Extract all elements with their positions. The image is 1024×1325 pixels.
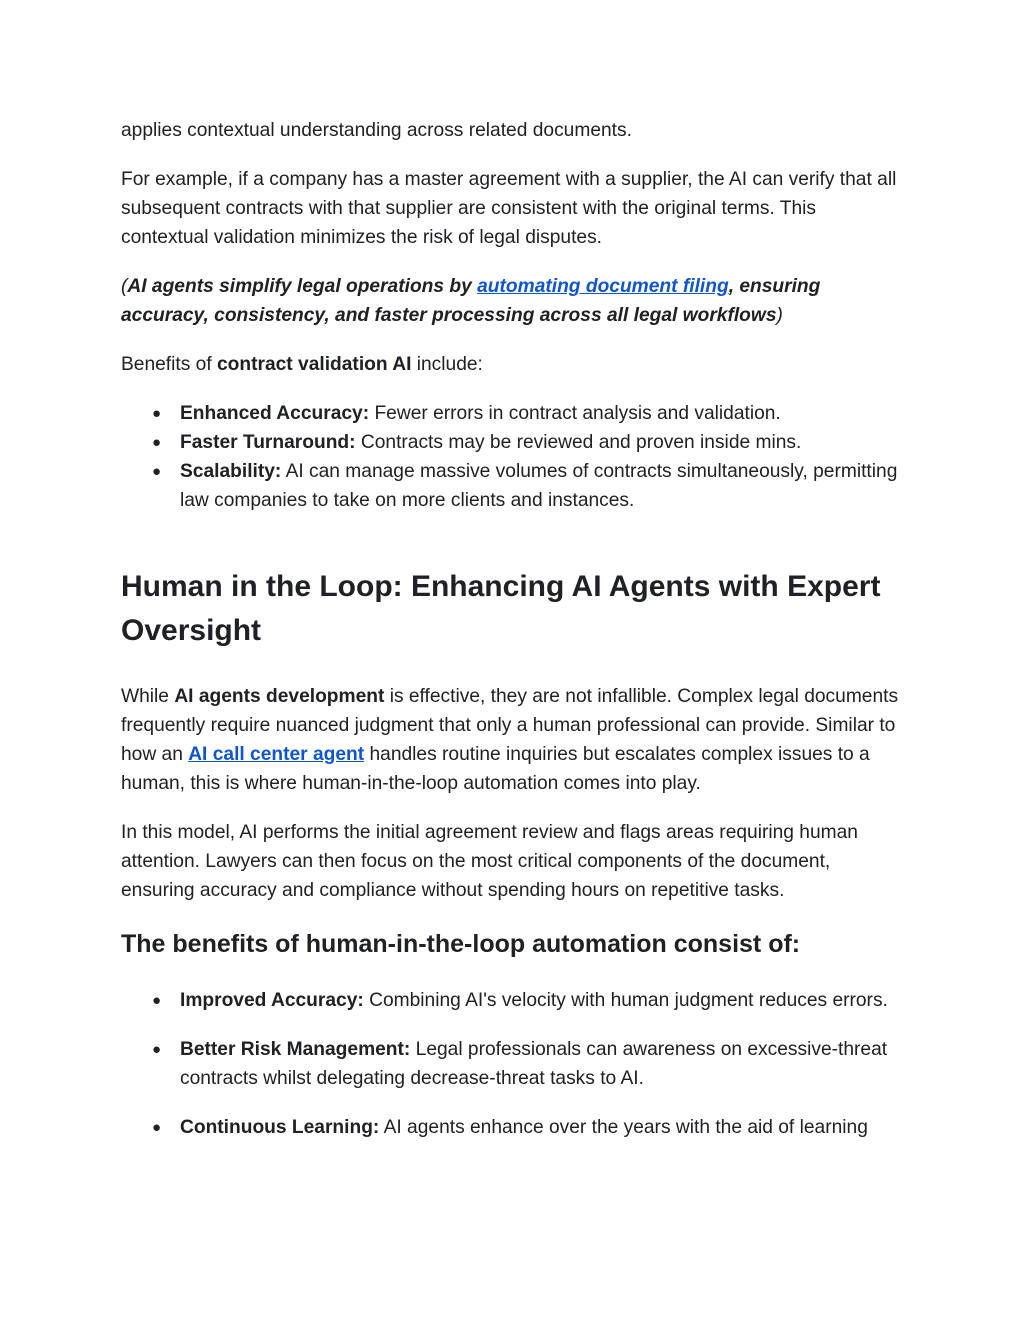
note-text-before-link: AI agents simplify legal operations by <box>127 276 478 297</box>
benefits-intro-suffix: include: <box>411 354 483 375</box>
list-item-title: Faster Turnaround: <box>180 432 356 453</box>
benefits-intro <box>121 350 906 379</box>
paragraph-continuation: applies contextual understanding across related documents. <box>121 120 632 141</box>
list-item-title: Improved Accuracy: <box>180 990 364 1011</box>
bullet-icon: ● <box>152 1041 162 1058</box>
list-item-title: Scalability: <box>180 461 282 482</box>
list-item <box>121 1113 906 1142</box>
hitl-benefits-list <box>121 986 906 1142</box>
list-item <box>121 428 906 457</box>
benefits-intro-prefix: Benefits of <box>121 354 217 375</box>
note-paragraph <box>121 272 906 330</box>
note-text-after-link: , ensuring accuracy, consistency, and faster processing across all legal workflows <box>121 276 821 326</box>
note-open-paren: ( <box>121 276 128 297</box>
list-item-text: Contracts may be reviewed and proven inside mins. <box>355 432 802 453</box>
paragraph-model: In this model, AI performs the initial agreement review and flags areas requiring human attention. Lawyers can then focus on the most critical components of the document, ensuring accuracy and compliance without spending hours on repetitive tasks. <box>121 822 858 901</box>
bullet-icon: ● <box>152 405 162 422</box>
benefits-list <box>121 399 906 515</box>
list-item <box>121 986 906 1015</box>
list-item-text: Legal professionals can awareness on excessive-threat contracts whilst delegating decrease-threat tasks to AI. <box>180 1039 888 1089</box>
paragraph-example: For example, if a company has a master agreement with a supplier, the AI can verify that all subsequent contracts with that supplier are consistent with the original terms. This contextual validation minimizes the risk of legal disputes. <box>121 169 897 248</box>
bullet-icon: ● <box>152 434 162 451</box>
bullet-icon: ● <box>152 463 162 480</box>
paragraph-bold: AI agents development <box>174 686 385 707</box>
document-body <box>121 116 906 1142</box>
paragraph-text: While <box>121 686 175 707</box>
list-item <box>121 1035 906 1093</box>
benefits-intro-bold: contract validation AI <box>217 354 412 375</box>
list-item-title: Better Risk Management: <box>180 1039 411 1060</box>
bullet-icon: ● <box>152 992 162 1009</box>
list-item-title: Enhanced Accuracy: <box>180 403 370 424</box>
list-item <box>121 457 906 515</box>
subsection-heading: The benefits of human-in-the-loop automation consist of: <box>121 930 801 958</box>
paragraph-text: handles routine inquiries but escalates complex issues to a human, this is where human-in-the-loop automation comes into play. <box>121 744 870 794</box>
list-item-text: Combining AI's velocity with human judgment reduces errors. <box>363 990 888 1011</box>
list-item-title: Continuous Learning: <box>180 1117 380 1138</box>
list-item <box>121 399 906 428</box>
bullet-icon: ● <box>152 1119 162 1136</box>
paragraph-text: is effective, they are not infallible. Complex legal documents frequently require nuanced judgment that only a human professional can provide. Similar to how an <box>121 686 899 765</box>
automating-document-filing-link[interactable]: automating document filing <box>477 276 729 297</box>
list-item-text: AI can manage massive volumes of contracts simultaneously, permitting law companies to take on more clients and instances. <box>180 461 898 511</box>
list-item-text: AI agents enhance over the years with the aid of learning <box>379 1117 868 1138</box>
section-heading: Human in the Loop: Enhancing AI Agents with Expert Oversight <box>121 570 881 647</box>
note-close-paren: ) <box>776 305 783 326</box>
paragraph-development <box>121 682 906 798</box>
list-item-text: Fewer errors in contract analysis and validation. <box>369 403 781 424</box>
ai-call-center-agent-link[interactable]: AI call center agent <box>188 744 365 765</box>
